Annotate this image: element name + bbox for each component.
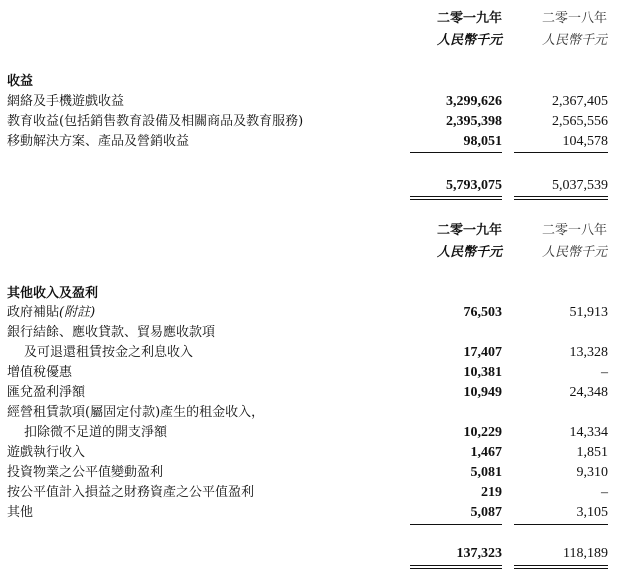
unit-label: 人民幣千元 — [541, 245, 607, 260]
total-row — [0, 176, 617, 196]
value-2018: 104,578 — [562, 134, 608, 149]
table-row — [0, 383, 617, 403]
total-double-rule-2018 — [514, 199, 608, 200]
value-2018: 1,851 — [576, 445, 608, 460]
value-2018: 51,913 — [569, 305, 608, 320]
year-label: 二零一九年 — [436, 11, 502, 26]
table-row — [0, 443, 617, 463]
column-header-2018 — [531, 220, 607, 264]
row-label: 匯兌盈利淨額 — [7, 385, 86, 400]
table-row — [0, 132, 617, 152]
value-2018: 9,310 — [576, 465, 608, 480]
row-label: 其他 — [7, 505, 34, 520]
value-2019: 10,229 — [463, 425, 502, 440]
value-2019: 98,051 — [463, 134, 502, 149]
subtotal-rule-2018 — [514, 152, 608, 153]
row-label: 經營租賃款項(屬固定付款)產生的租金收入， — [7, 405, 265, 420]
unit-label: 人民幣千元 — [436, 33, 502, 48]
section-title-other-income: 其他收入及盈利 — [7, 286, 99, 301]
year-label: 二零一八年 — [541, 223, 607, 238]
row-label: 增值稅優惠 — [7, 365, 73, 380]
total-2018: 118,189 — [563, 546, 608, 561]
row-label: 網絡及手機遊戲收益 — [7, 94, 125, 109]
value-2019: 2,395,398 — [446, 114, 502, 129]
total-rule-2019 — [410, 565, 502, 566]
subtotal-rule-2018 — [514, 524, 608, 525]
value-2018: 24,348 — [569, 385, 608, 400]
total-2018: 5,037,539 — [552, 178, 608, 193]
total-2019: 137,323 — [456, 546, 502, 561]
value-2018: – — [601, 485, 608, 500]
note-label: (附註) — [59, 305, 96, 320]
total-row — [0, 544, 617, 564]
row-label: 遊戲執行收入 — [7, 445, 86, 460]
row-label: 按公平值計入損益之財務資產之公平值盈利 — [7, 485, 255, 500]
year-label: 二零一九年 — [436, 223, 502, 238]
value-2019: 10,381 — [463, 365, 502, 380]
table-row — [0, 483, 617, 503]
total-2019: 5,793,075 — [446, 178, 502, 193]
value-2019: 5,081 — [470, 465, 502, 480]
unit-label: 人民幣千元 — [541, 33, 607, 48]
column-header-2018 — [531, 8, 607, 52]
section-title-revenue: 收益 — [7, 74, 34, 89]
table-row — [0, 423, 617, 443]
value-2018: 2,565,556 — [552, 114, 608, 129]
value-2019: 10,949 — [463, 385, 502, 400]
unit-label: 人民幣千元 — [436, 245, 502, 260]
table-row — [0, 463, 617, 483]
value-2018: 2,367,405 — [552, 94, 608, 109]
table-row — [0, 503, 617, 523]
table-row — [0, 403, 617, 423]
value-2019: 17,407 — [463, 345, 502, 360]
total-rule-2018 — [514, 196, 608, 197]
column-header-2019 — [426, 220, 502, 264]
value-2018: 13,328 — [569, 345, 608, 360]
row-label: 及可退還租賃按金之利息收入 — [24, 345, 194, 360]
total-rule-2018 — [514, 565, 608, 566]
row-label: 移動解決方案、產品及營銷收益 — [7, 134, 190, 149]
table-row — [0, 303, 617, 323]
table-row — [0, 323, 617, 343]
total-double-rule-2018 — [514, 568, 608, 569]
subtotal-rule-2019 — [410, 152, 502, 153]
total-double-rule-2019 — [410, 568, 502, 569]
row-label: 政府補貼(附註) — [7, 305, 96, 320]
column-header-2019 — [426, 8, 502, 52]
row-label: 扣除微不足道的開支淨額 — [24, 425, 168, 440]
table-row — [0, 92, 617, 112]
value-2018: 14,334 — [569, 425, 608, 440]
value-2019: 3,299,626 — [446, 94, 502, 109]
total-rule-2019 — [410, 196, 502, 197]
year-label: 二零一八年 — [541, 11, 607, 26]
table-row — [0, 112, 617, 132]
value-2019: 5,087 — [470, 505, 502, 520]
subtotal-rule-2019 — [410, 524, 502, 525]
total-double-rule-2019 — [410, 199, 502, 200]
value-2018: – — [601, 365, 608, 380]
table-row — [0, 363, 617, 383]
value-2018: 3,105 — [576, 505, 608, 520]
value-2019: 219 — [481, 485, 502, 500]
row-label: 銀行結餘、應收貸款、貿易應收款項 — [7, 325, 216, 340]
row-label: 投資物業之公平值變動盈利 — [7, 465, 164, 480]
table-row — [0, 343, 617, 363]
value-2019: 1,467 — [470, 445, 502, 460]
value-2019: 76,503 — [463, 305, 502, 320]
row-label: 教育收益(包括銷售教育設備及相關商品及教育服務) — [7, 114, 304, 129]
